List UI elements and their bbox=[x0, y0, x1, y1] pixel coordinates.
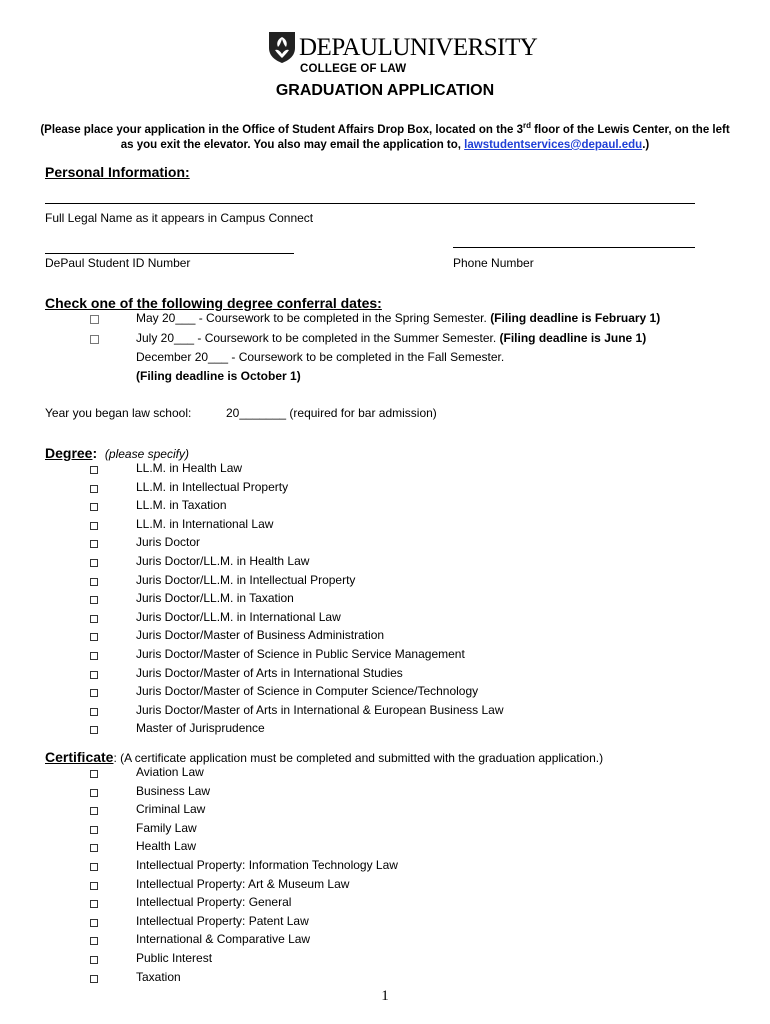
degree-option-label: Juris Doctor/Master of Science in Public Service Management bbox=[136, 647, 465, 661]
full-name-line[interactable] bbox=[45, 203, 695, 204]
certificate-option-label: Health Law bbox=[136, 839, 197, 854]
year-began-field[interactable]: 20_______ (required for bar admission) bbox=[226, 406, 437, 420]
student-id-line[interactable] bbox=[45, 253, 294, 254]
degree-option-label: Juris Doctor/Master of Business Administration bbox=[136, 628, 385, 643]
degree-option-label: Juris Doctor/LL.M. in Health Law bbox=[136, 554, 310, 568]
degree-option-checkbox[interactable] bbox=[90, 726, 98, 734]
certificate-option-label: Intellectual Property: Art & Museum Law bbox=[136, 876, 350, 891]
certificate-option-checkbox[interactable] bbox=[90, 937, 98, 945]
personal-info-heading: Personal Information: bbox=[45, 164, 190, 180]
phone-label: Phone Number bbox=[453, 256, 534, 270]
certificate-option-checkbox[interactable] bbox=[90, 919, 98, 927]
email-link[interactable]: lawstudentservices@depaul.edu bbox=[464, 138, 643, 151]
certificate-option-label: Public Interest bbox=[136, 951, 213, 965]
july-option: July 20___ - Coursework to be completed in the Summer Semester. (Filing deadline is June 1) bbox=[136, 331, 647, 345]
degree-option-checkbox[interactable] bbox=[90, 485, 98, 493]
year-began-label: Year you began law school: bbox=[45, 406, 192, 420]
full-name-label: Full Legal Name as it appears in Campus Connect bbox=[45, 211, 314, 225]
degree-option-checkbox[interactable] bbox=[90, 578, 98, 586]
degree-option-label: Juris Doctor/LL.M. in Taxation bbox=[136, 591, 294, 606]
certificate-option-checkbox[interactable] bbox=[90, 789, 98, 797]
depaul-shield-icon bbox=[267, 30, 297, 64]
degree-option-checkbox[interactable] bbox=[90, 708, 98, 716]
certificate-option-label: Family Law bbox=[136, 820, 197, 835]
certificate-option-checkbox[interactable] bbox=[90, 863, 98, 871]
degree-option-label: Master of Jurisprudence bbox=[136, 721, 265, 736]
degree-option-checkbox[interactable] bbox=[90, 503, 98, 511]
college-name: COLLEGE OF LAW bbox=[300, 63, 407, 75]
degree-option-checkbox[interactable] bbox=[90, 522, 98, 530]
degree-option-label: Juris Doctor/LL.M. in International Law bbox=[136, 609, 341, 624]
certificate-heading: Certificate: (A certificate application must be completed and submitted with the graduation application.) bbox=[45, 749, 604, 765]
degree-option-checkbox[interactable] bbox=[90, 633, 98, 641]
conferral-heading: Check one of the following degree conferral dates: bbox=[45, 295, 382, 311]
degree-option-label: Juris Doctor bbox=[136, 535, 201, 550]
certificate-option-checkbox[interactable] bbox=[90, 975, 98, 983]
degree-option-label: Juris Doctor/Master of Arts in International Studies bbox=[136, 665, 403, 680]
certificate-option-checkbox[interactable] bbox=[90, 956, 98, 964]
degree-option-checkbox[interactable] bbox=[90, 466, 98, 474]
certificate-option-checkbox[interactable] bbox=[90, 770, 98, 778]
phone-line[interactable] bbox=[453, 247, 695, 248]
university-name: DEPAULUNIVERSITY bbox=[299, 34, 538, 61]
degree-option-label: Juris Doctor/LL.M. in Intellectual Property bbox=[136, 572, 356, 587]
degree-option-label: LL.M. in International Law bbox=[136, 516, 274, 531]
page-title: GRADUATION APPLICATION bbox=[275, 82, 495, 99]
certificate-option-checkbox[interactable] bbox=[90, 882, 98, 890]
may-checkbox[interactable] bbox=[90, 315, 99, 324]
certificate-option-label: Intellectual Property: Information Technology Law bbox=[136, 858, 398, 872]
certificate-option-label: Taxation bbox=[136, 969, 181, 984]
certificate-option-label: Aviation Law bbox=[136, 765, 204, 779]
december-deadline: (Filing deadline is October 1) bbox=[136, 369, 301, 383]
degree-option-label: Juris Doctor/Master of Science in Computer Science/Technology bbox=[136, 684, 479, 699]
degree-option-label: Juris Doctor/Master of Arts in International & European Business Law bbox=[136, 702, 504, 717]
degree-option-label: LL.M. in Taxation bbox=[136, 498, 227, 513]
degree-option-checkbox[interactable] bbox=[90, 652, 98, 660]
page-number: 1 bbox=[381, 988, 389, 1004]
degree-option-checkbox[interactable] bbox=[90, 596, 98, 604]
july-checkbox[interactable] bbox=[90, 335, 99, 344]
certificate-option-label: Intellectual Property: General bbox=[136, 895, 292, 910]
degree-option-label: LL.M. in Health Law bbox=[136, 461, 243, 475]
degree-heading: Degree: (please specify) bbox=[45, 445, 189, 461]
degree-option-checkbox[interactable] bbox=[90, 689, 98, 697]
certificate-option-checkbox[interactable] bbox=[90, 900, 98, 908]
december-option: December 20___ - Coursework to be completed in the Fall Semester. bbox=[136, 350, 505, 364]
instructions: (Please place your application in the Office of Student Affairs Drop Box, located on the 3rd floor of the Lewis Center, on the left as you exit the elevator. You also may email the application to, lawstudentservices@depaul.edu.) bbox=[40, 121, 730, 151]
certificate-option-checkbox[interactable] bbox=[90, 807, 98, 815]
certificate-option-label: International & Comparative Law bbox=[136, 932, 311, 947]
certificate-option-label: Business Law bbox=[136, 783, 211, 798]
student-id-label: DePaul Student ID Number bbox=[45, 256, 191, 270]
degree-option-label: LL.M. in Intellectual Property bbox=[136, 479, 289, 494]
may-option: May 20___ - Coursework to be completed in the Spring Semester. (Filing deadline is February 1) bbox=[136, 311, 661, 325]
degree-option-checkbox[interactable] bbox=[90, 615, 98, 623]
degree-option-checkbox[interactable] bbox=[90, 671, 98, 679]
certificate-option-checkbox[interactable] bbox=[90, 844, 98, 852]
certificate-option-label: Criminal Law bbox=[136, 802, 206, 817]
degree-option-checkbox[interactable] bbox=[90, 559, 98, 567]
certificate-option-checkbox[interactable] bbox=[90, 826, 98, 834]
certificate-option-label: Intellectual Property: Patent Law bbox=[136, 913, 309, 928]
degree-option-checkbox[interactable] bbox=[90, 540, 98, 548]
